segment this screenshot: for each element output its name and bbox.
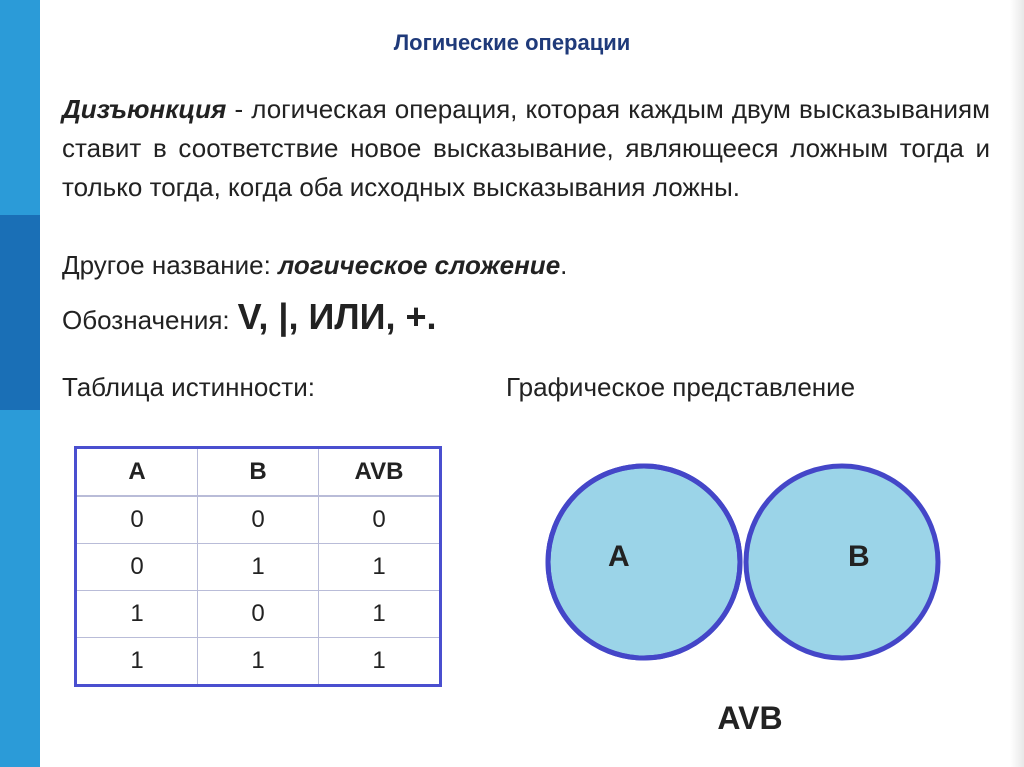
table-cell: 1 <box>198 638 319 686</box>
venn-result-label: AVB <box>717 700 783 736</box>
notations-line <box>62 296 436 338</box>
other-name-label: Другое название: <box>62 250 279 280</box>
table-header-cell: AVB <box>319 448 441 497</box>
table-header-cell: A <box>76 448 198 497</box>
definition-term: Дизъюнкция <box>62 94 227 124</box>
notations-value: V, |, ИЛИ, +. <box>237 296 437 337</box>
table-cell: 1 <box>76 591 198 638</box>
table-cell: 1 <box>319 638 441 686</box>
table-cell: 0 <box>198 496 319 544</box>
table-cell: 1 <box>319 544 441 591</box>
table-row <box>76 544 441 591</box>
table-cell: 1 <box>76 638 198 686</box>
table-cell: 1 <box>198 544 319 591</box>
table-cell: 0 <box>76 544 198 591</box>
table-header-row <box>76 448 441 497</box>
truth-table <box>74 446 442 687</box>
table-cell: 1 <box>319 591 441 638</box>
definition-paragraph <box>62 90 990 207</box>
table-row <box>76 496 441 544</box>
other-name-suffix: . <box>560 250 568 280</box>
slide-edge <box>1010 0 1024 767</box>
other-name-line <box>62 250 567 281</box>
table-cell: 0 <box>76 496 198 544</box>
graph-label: Графическое представление <box>506 372 856 402</box>
table-cell: 0 <box>198 591 319 638</box>
table-header-cell: B <box>198 448 319 497</box>
venn-diagram <box>540 432 950 692</box>
venn-label-b: B <box>848 540 870 573</box>
table-row <box>76 638 441 686</box>
notations-label: Обозначения: <box>62 305 230 335</box>
venn-circle-b <box>746 466 938 658</box>
side-accent-bar-dark <box>0 215 40 410</box>
truth-table-label: Таблица истинности: <box>62 372 315 402</box>
table-row <box>76 591 441 638</box>
venn-label-a: A <box>608 540 630 573</box>
page-title: Логические операции <box>393 30 631 55</box>
side-accent-bar <box>0 410 40 767</box>
other-name-value: логическое сложение <box>278 250 561 280</box>
definition-text: - логическая операция, которая каждым двум высказываниям ставит в соответствие новое высказывание, являющееся ложным тогда и только тогда, когда оба исходных высказывания ложны. <box>62 94 990 202</box>
table-cell: 0 <box>319 496 441 544</box>
